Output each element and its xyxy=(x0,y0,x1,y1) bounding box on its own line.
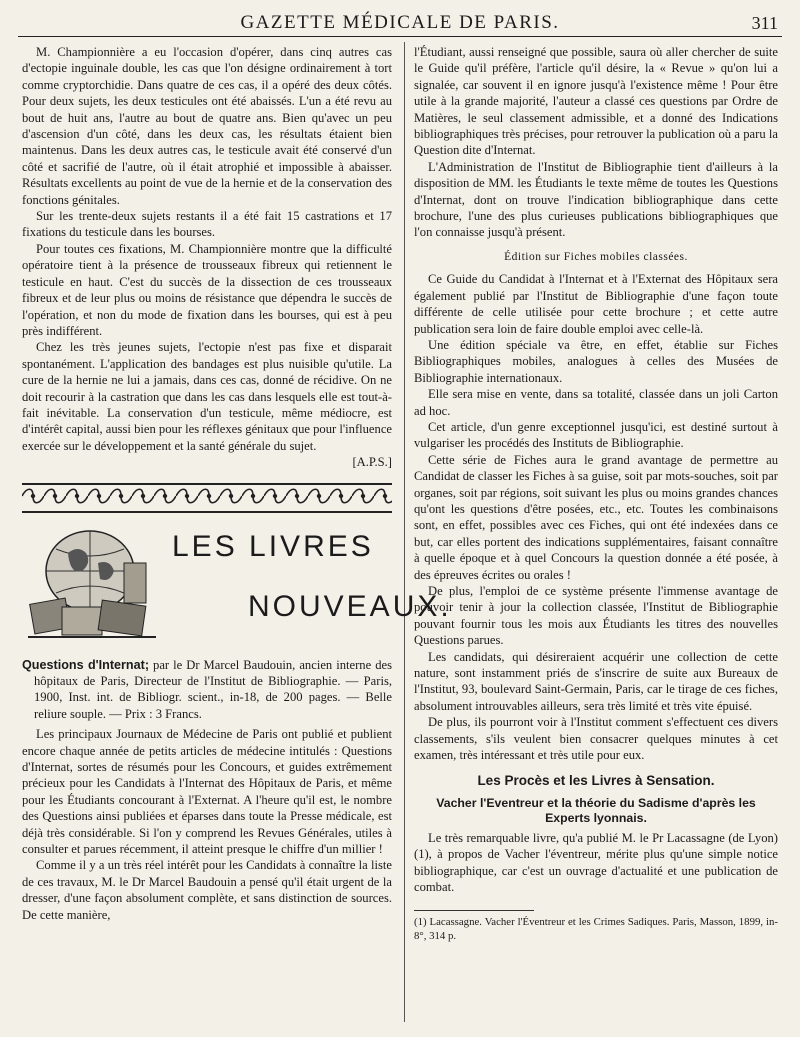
section-heading: Les Procès et les Livres à Sensation. xyxy=(477,773,715,789)
banner-line-1: LES LIVRES xyxy=(172,529,374,563)
paragraph: Cet article, d'un genre exceptionnel jusqu'ici, est destiné surtout à vulgariser les procédés des Instituts de Bibliographie. xyxy=(414,419,778,451)
paragraph: Pour toutes ces fixations, M. Championnière montre que la difficulté opératoire tient à la présence de trousseaux fibreux qui retiennent le testicule en haut. C'est du succès de la dissection de ces trousseaux fibreux et de leur plus ou moins de résistance que dépendra le succès de l'opération, et non du mode de fixation dans les bourses, qui est à peu près indifférent. xyxy=(22,241,392,338)
footnote-divider xyxy=(414,910,534,911)
left-column xyxy=(22,44,452,923)
sub-heading: Vacher l'Eventreur et la théorie du Sadisme d'après les Experts lyonnais. xyxy=(436,795,756,825)
decorative-ornament-band xyxy=(22,483,392,513)
edition-heading: Édition sur Fiches mobiles classées. xyxy=(504,250,688,263)
paragraph: Les principaux Journaux de Médecine de Paris ont publié et publient encore chaque année de petits articles de médecine intitulés : Questions d'Internat, sortes de résumés pour les Concours, et guides extrêmement précieux pour les Candidats à l'Internat des Hôpitaux de Paris, et même pour les Étudiants concourant à l'Externat. A l'heure qu'il est, le nombre des Questions ainsi publiées et éparses dans toute la Presse médicale, est déjà très considérable. Si l'on y comprend les Revues Générales, utiles à consulter et parues récemment, il atteint presque le chiffre d'un millier ! xyxy=(22,727,392,857)
paragraph: Sur les trente-deux sujets restants il a été fait 15 castrations et 17 fixations du testicule dans les bourses. xyxy=(22,209,392,240)
paragraph: De plus, ils pourront voir à l'Institut comment s'effectuent ces divers classements, s'ils veulent bien consacrer quelques minutes à cet examen, très intéressant et très utile pour eux. xyxy=(414,715,778,763)
paragraph: M. Championnière a eu l'occasion d'opérer, dans cinq autres cas d'ectopie inguinale double, les cas que l'on désigne ordinairement à tort comme cryptorchidie. Dans quatre de ces cas, il a opéré des deux côtés. Pour deux sujets, les deux testicules ont été abaissés. L'un a été revu au bout de huit ans, l'autre au bout de quatre ans. Bien qu'avec un peu d'ascension d'un côté, dans les deux cas, les résultats étaient bien maintenus. Dans les deux autres cas, le testicule avait été conservé d'un côté et sacrifié de l'autre, où il était atrophié et impossible à abaisser. Résultats excellents au point de vue de la hernie et de la conservation des fonctions génitales. xyxy=(22,45,392,207)
signature: [A.P.S.] xyxy=(352,455,392,470)
books-banner xyxy=(22,521,452,651)
column-divider xyxy=(404,42,405,1022)
paragraph: Chez les très jeunes sujets, l'ectopie n'est pas fixe et disparait spontanément. L'application des bandages est plus nuisible qu'utile. La cure de la hernie ne lui a jamais, dans ces cas, donné de récidive. On ne doit recourir à la castration que dans les cas dans lesquels elle est tout-à-fait inévitable. La conservation d'un testicule, même médiocre, est d'intérêt capital, aussi bien pour les réflexes génitaux que pour l'influence exercée sur le développement et la santé générale du sujet. xyxy=(22,340,392,453)
paragraph: Les candidats, qui désireraient acquérir une collection de cette nature, sont instamment priés de s'inscrire de suite aux Bureaux de l'Institut, 93, boulevard Saint-Germain, Paris, car le tirage de ces fiches, absolument introuvables ailleurs, sera très limité et très vite épuisé. xyxy=(414,649,778,713)
paragraph: L'Administration de l'Institut de Bibliographie tient d'ailleurs à la disposition de MM. les Étudiants le texte même de toutes les Questions d'Internat, dont on trouve l'indication bibliographique dans cette brochure, l'une des plus curieuses publications bibliographiques que l'on connaisse jusqu'à présent. xyxy=(414,159,778,240)
footnote: (1) Lacassagne. Vacher l'Éventreur et les Crimes Sadiques. Paris, Masson, 1899, in-8°, 314 p. xyxy=(414,915,778,942)
book-reference xyxy=(22,657,392,723)
journal-title: GAZETTE MÉDICALE DE PARIS. xyxy=(240,12,560,33)
book-details: par le Dr Marcel Baudouin, ancien interne des hôpitaux de Paris, Directeur de l'Institut de Bibliographie. — Paris, 1900, Inst. int. de Bibliogr. scient., in-18, de 200 pages. — Belle reliure souple. — Prix : 3 Francs. xyxy=(34,657,392,721)
paragraph: Comme il y a un très réel intérêt pour les Candidats à connaître la liste de ces travaux, M. le Dr Marcel Baudouin a pensé qu'il était urgent de la dresser, d'une façon absolument complète, et sans distinction de sources. De cette manière, xyxy=(22,858,392,922)
globe-books-illustration xyxy=(28,523,158,643)
paragraph: De plus, l'emploi de ce système présente l'immense avantage de pouvoir tenir à jour la collection classée, l'Institut de Bibliographie pouvant fournir tous les mois aux Étudiants les titres des nouvelles Questions parues. xyxy=(414,584,778,648)
paragraph: Ce Guide du Candidat à l'Internat et à l'Externat des Hôpitaux sera également publié par l'Institut de Bibliographie d'une façon toute différente de celle utilisée pour cette brochure ; et cette autre publication sera loin de faire double emploi avec celle-là. xyxy=(414,272,778,336)
paragraph: Le très remarquable livre, qu'a publié M. le Pr Lacassagne (de Lyon) (1), à propos de Vacher l'éventreur, mérite plus qu'une simple notice bibliographique, car c'est un ouvrage d'actualité et une publication de combat. xyxy=(414,830,778,895)
paragraph: Cette série de Fiches aura le grand avantage de permettre au Candidat de classer les Fiches à sa guise, soit par mots-souches, soit par organes, soit par régions, soit suivant les plus ou moins grandes chances qu'ont les questions d'être posées, etc., etc. Toutes les combinaisons sont, en effet, possibles avec ces Fiches, qui ont été indexées dans ce but, car elles portent des indications supplémentaires, faisant connaître à quelle époque et à quel Concours la question donnée a été posée, à des épreuves écrites ou orales ! xyxy=(414,452,778,582)
paragraph: Une édition spéciale va être, en effet, établie sur Fiches Bibliographiques mobiles, analogues à celles des Musées de Bibliographie internationaux. xyxy=(414,337,778,385)
banner-line-2: NOUVEAUX. xyxy=(248,589,452,623)
paragraph: l'Étudiant, aussi renseigné que possible, saura où aller chercher de suite le Guide qu'il préfère, l'article qu'il désire, la « Revue » qu'on lui a signalée, car souvent il en ignore jusqu'à l'existence même ! Pour être utile à la grande majorité, l'auteur a classé ces questions par Ordre de Matières, le seul classement admissible, et a donné des Indications bibliographiques très précises, pour retrouver la publication où a paru la Question dite d'Internat. xyxy=(414,45,778,158)
page-number: 311 xyxy=(751,13,778,33)
right-column xyxy=(414,44,778,943)
page-header xyxy=(18,10,782,37)
book-title: Questions d'Internat; xyxy=(22,657,150,672)
paragraph: Elle sera mise en vente, dans sa totalité, classée dans un joli Carton ad hoc. xyxy=(414,387,778,418)
